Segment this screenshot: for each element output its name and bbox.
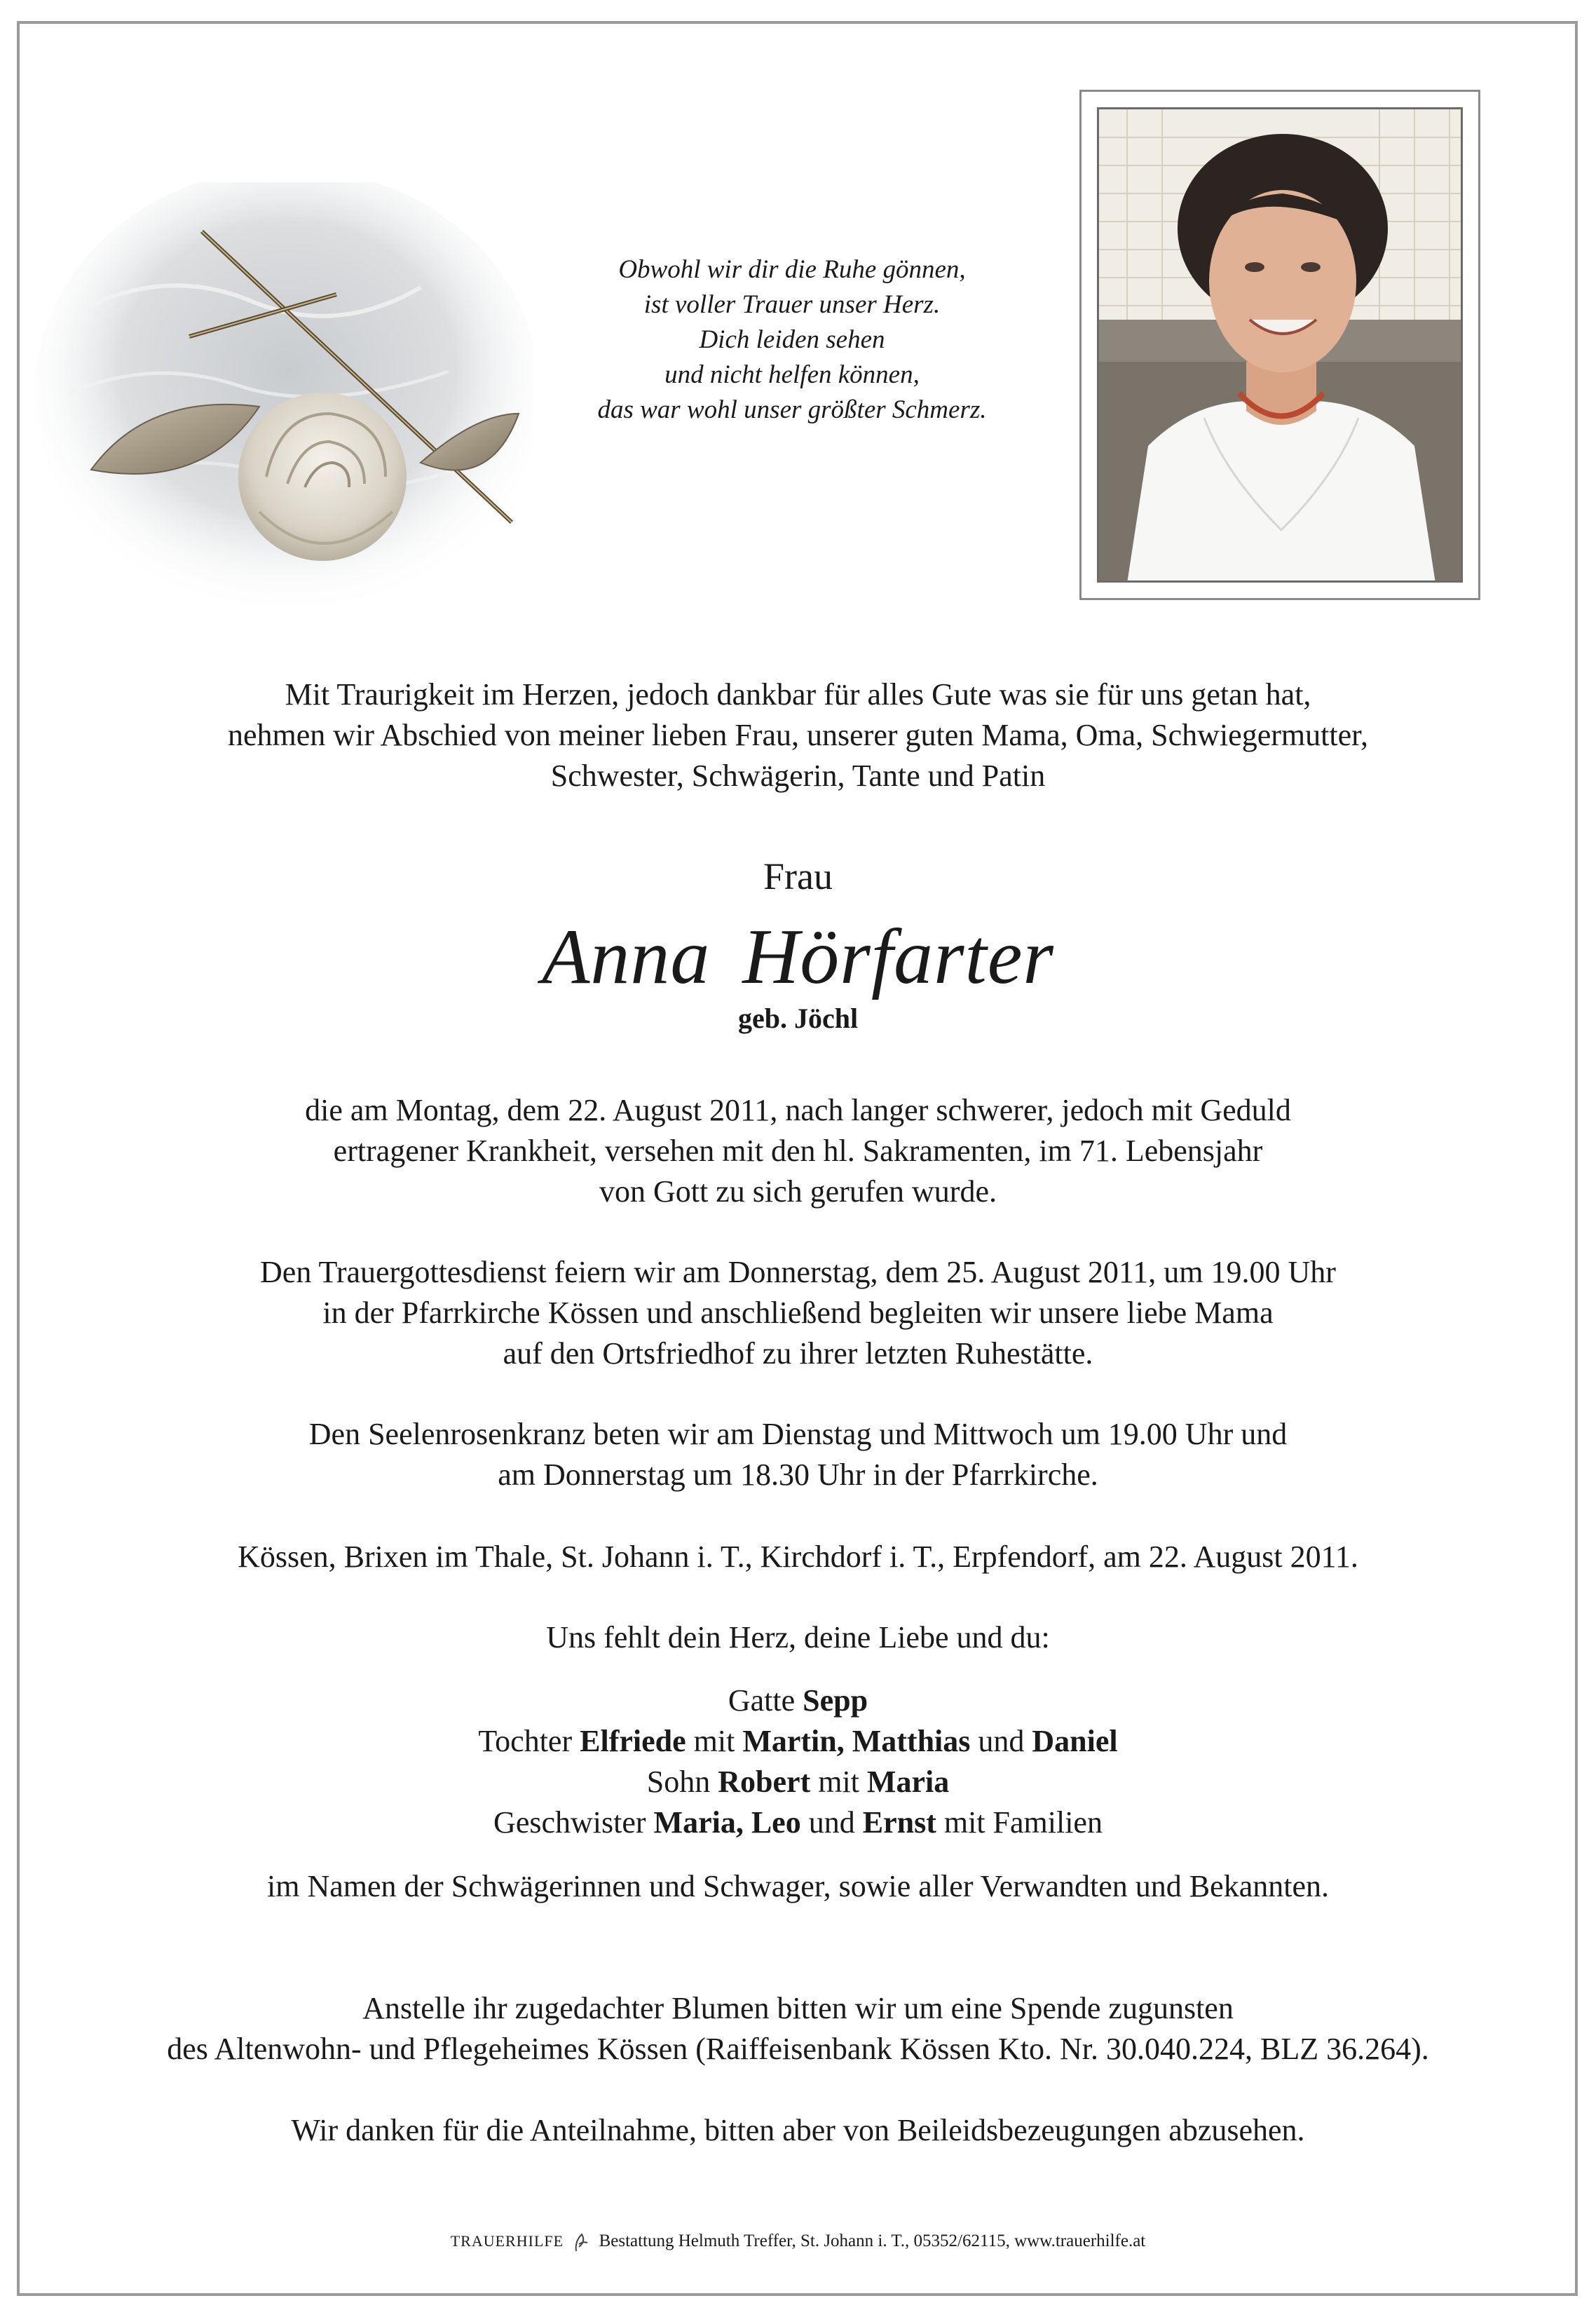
family-line-daughter [0, 1721, 1596, 1762]
relative-name: Elfriede [580, 1724, 686, 1758]
relative-name: Ernst [862, 1805, 936, 1840]
relatives-text: im Namen der Schwägerinnen und Schwager, sowie aller Verwandten und Bekannten. [267, 1869, 1329, 1903]
relative-name: Daniel [1032, 1724, 1118, 1758]
relative-name: Sepp [803, 1683, 868, 1718]
intro-paragraph [0, 674, 1596, 796]
poem-line: das war wohl unser größter Schmerz. [597, 395, 987, 424]
poem-line: Obwohl wir dir die Ruhe gönnen, [618, 255, 966, 284]
relatives-line [0, 1866, 1596, 1907]
family-line-spouse [0, 1680, 1596, 1721]
donation-line: Anstelle ihr zugedachter Blumen bitten wir um eine Spende zugunsten [362, 1991, 1234, 2025]
portrait-photo [1097, 107, 1463, 583]
donation-line: des Altenwohn- und Pflegeheimes Kössen (Raiffeisenbank Kössen Kto. Nr. 30.040.224, BLZ 36.264). [167, 2032, 1429, 2066]
poem-line: ist voller Trauer unser Herz. [643, 290, 941, 319]
connector-text: und [800, 1805, 863, 1840]
connector-text: mit [686, 1724, 743, 1758]
cross-rose-icon [28, 182, 533, 631]
funeral-service [0, 1252, 1596, 1374]
rosary-line: Den Seelenrosenkranz beten wir am Dienstag und Mittwoch um 19.00 Uhr und [308, 1417, 1288, 1451]
relation-label: Gatte [728, 1683, 803, 1718]
portrait-frame [1079, 90, 1480, 600]
rosary-line: am Donnerstag um 18.30 Uhr in der Pfarrkirche. [498, 1458, 1098, 1492]
footer-text: Bestattung Helmuth Treffer, St. Johann i. T., 05352/62115, www.trauerhilfe.at [599, 2231, 1146, 2250]
death-notice-line: von Gott zu sich gerufen wurde. [599, 1174, 997, 1209]
relation-label: Tochter [478, 1724, 580, 1758]
relative-name: Maria, Leo [653, 1805, 801, 1840]
family-line-son [0, 1762, 1596, 1802]
places-date [0, 1537, 1596, 1577]
missing-you-line: Uns fehlt dein Herz, deine Liebe und du: [546, 1620, 1050, 1654]
portrait-image [1099, 109, 1463, 583]
missing-you [0, 1617, 1596, 1658]
family-line-siblings [0, 1802, 1596, 1843]
poem [512, 252, 1072, 428]
connector-text: mit [810, 1765, 867, 1799]
rosary-notice [0, 1414, 1596, 1495]
death-notice-line: die am Montag, dem 22. August 2011, nach langer schwerer, jedoch mit Geduld [305, 1093, 1291, 1127]
footer [0, 2229, 1596, 2253]
relative-name: Robert [718, 1765, 811, 1799]
intro-line: Schwester, Schwägerin, Tante und Patin [550, 759, 1046, 793]
footer-brand: TRAUERHILFE [450, 2232, 564, 2250]
service-line: auf den Ortsfriedhof zu ihrer letzten Ruhestätte. [503, 1336, 1093, 1371]
family-list [0, 1680, 1596, 1843]
donation-request [0, 1988, 1596, 2070]
intro-line: nehmen wir Abschied von meiner lieben Frau, unserer guten Mama, Oma, Schwiegermutter, [228, 718, 1368, 752]
leaf-icon [572, 2231, 590, 2253]
relation-label: Geschwister [493, 1805, 654, 1840]
relation-label: Sohn [646, 1765, 718, 1799]
connector-text: und [970, 1724, 1032, 1758]
poem-line: und nicht helfen können, [664, 360, 920, 389]
intro-line: Mit Traurigkeit im Herzen, jedoch dankbar für alles Gute was sie für uns getan hat, [285, 677, 1311, 712]
deceased-name [0, 911, 1596, 1003]
death-notice-line: ertragener Krankheit, versehen mit den hl. Sakramenten, im 71. Lebensjahr [333, 1134, 1263, 1168]
honorific: Frau [763, 855, 833, 897]
first-name: Anna [541, 913, 711, 1000]
relative-name: Martin, Matthias [742, 1724, 971, 1758]
connector-text: mit Familien [936, 1805, 1103, 1840]
last-name: Hörfarter [742, 913, 1054, 1000]
death-notice [0, 1090, 1596, 1212]
service-line: in der Pfarrkirche Kössen und anschließend begleiten wir unsere liebe Mama [322, 1296, 1274, 1330]
service-line: Den Trauergottesdienst feiern wir am Donnerstag, dem 25. August 2011, um 19.00 Uhr [260, 1255, 1336, 1289]
thanks [0, 2110, 1596, 2151]
relative-name: Maria [866, 1765, 950, 1799]
poem-line: Dich leiden sehen [699, 325, 885, 354]
thanks-line: Wir danken für die Anteilnahme, bitten aber von Beileidsbezeugungen abzusehen. [291, 2113, 1305, 2147]
places-date-line: Kössen, Brixen im Thale, St. Johann i. T., Kirchdorf i. T., Erpfendorf, am 22. August 2011. [238, 1540, 1358, 1574]
maiden-name: geb. Jöchl [737, 1003, 859, 1034]
